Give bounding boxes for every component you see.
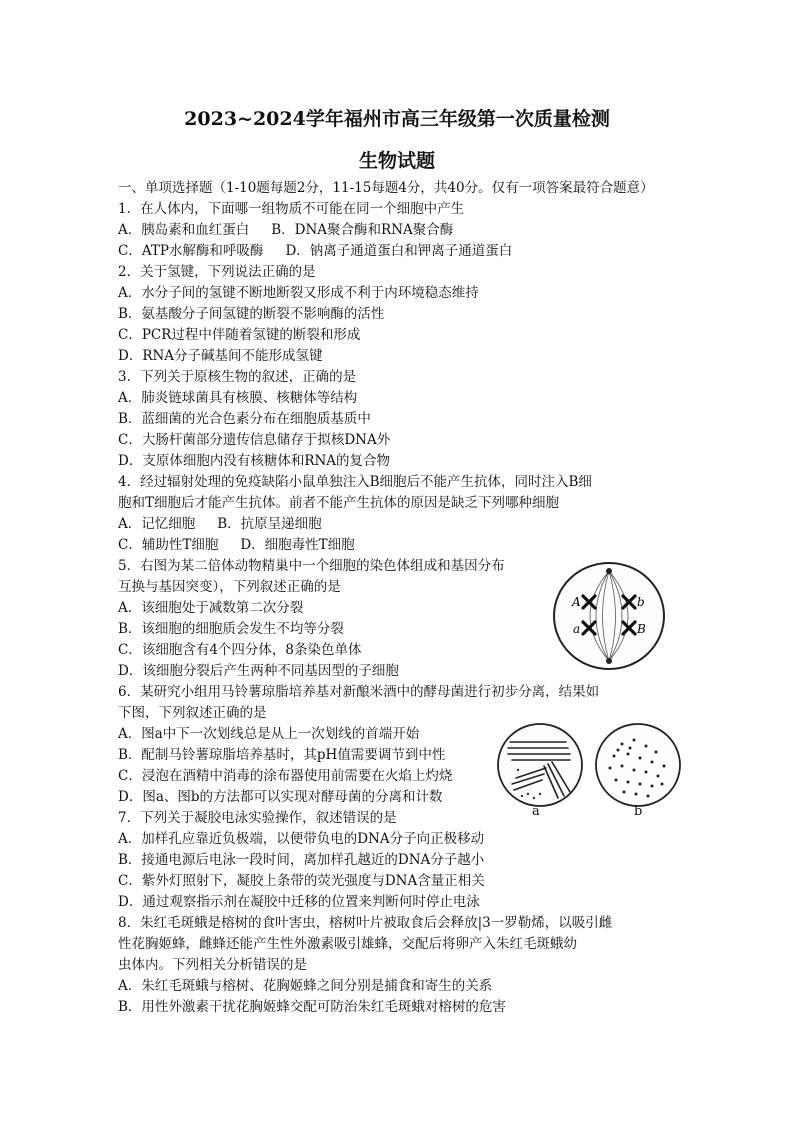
question-8-line2: 性花胸姬蜂，雌蜂还能产生性外激素吸引雄蜂，交配后将卵产入朱红毛斑蛾幼: [118, 936, 577, 952]
q1-options-row1: [118, 220, 453, 240]
q8-option-a: A．朱红毛斑蛾与榕树、花胸姬蜂之间分别是捕食和寄生的关系: [118, 978, 493, 994]
spread-plate-figure: [594, 722, 682, 808]
question-6-line2: 下图，下列叙述正确的是: [118, 705, 267, 721]
q2-option-d: D．RNA分子碱基间不能形成氢键: [118, 348, 323, 364]
q4-option-a: A．记忆细胞: [118, 516, 196, 532]
question-4-line1: 4．经过辐射处理的免疫缺陷小鼠单独注入B细胞后不能产生抗体，同时注入B细: [118, 474, 592, 490]
question-7: 7．下列关于凝胶电泳实验操作，叙述错误的是: [118, 810, 397, 826]
q4-options-row2: [118, 535, 355, 555]
petri-dish-b: [596, 724, 680, 806]
q2-option-c: C．PCR过程中伴随着氢键的断裂和形成: [118, 327, 361, 343]
q6-option-b: B．配制马铃薯琼脂培养基时，其pH值需要调节到中性: [118, 747, 446, 763]
q7-option-c: C．紫外灯照射下，凝胶上条带的荧光强度与DNA含量正相关: [118, 873, 485, 889]
q5-option-b: B．该细胞的细胞质会发生不均等分裂: [118, 621, 344, 637]
question-5-line1: 5．右图为某二倍体动物精巢中一个细胞的染色体组成和基因分布: [118, 558, 505, 574]
cell-membrane: [554, 563, 664, 669]
q2-option-a: A．水分子间的氢键不断地断裂又形成不利于内环境稳态维持: [118, 285, 479, 301]
streak-plate-figure: [496, 722, 584, 808]
question-6-line1: 6．某研究小组用马铃薯琼脂培养基对新酿米酒中的酵母菌进行初步分离，结果如: [118, 684, 600, 700]
question-8-line1: 8．朱红毛斑蛾是榕树的食叶害虫，榕树叶片被取食后会释放|3一罗勒烯，以吸引雌: [118, 915, 613, 931]
page-subtitle: 生物试题: [358, 150, 435, 172]
question-2: 2．关于氢键，下列说法正确的是: [118, 264, 316, 280]
gene-label-b: b: [637, 595, 645, 609]
q8-option-b: B．用性外激素干扰花胸姬蜂交配可防治朱红毛斑蛾对榕树的危害: [118, 999, 506, 1015]
question-1: 1．在人体内，下面哪一组物质不可能在同一个细胞中产生: [118, 201, 465, 217]
centrosome-top: [606, 568, 612, 574]
q1-options-row2: [118, 241, 512, 261]
q7-option-a: A．加样孔应靠近负极端，以便带负电的DNA分子向正极移动: [118, 831, 485, 847]
question-4-line2: 胞和T细胞后才能产生抗体。前者不能产生抗体的原因是缺乏下列哪种细胞: [118, 495, 560, 511]
q1-option-c: C．ATP水解酶和呼吸酶: [118, 243, 264, 259]
gene-label-B: B: [637, 622, 646, 636]
centrosome-bottom: [606, 658, 612, 664]
q5-option-c: C．该细胞含有4个四分体，8条染色单体: [118, 642, 362, 658]
figure-label-b: b: [634, 804, 643, 819]
q3-option-d: D．支原体细胞内没有核糖体和RNA的复合物: [118, 453, 391, 469]
gene-label-A: A: [572, 595, 581, 609]
q5-option-d: D．该细胞分裂后产生两种不同基因型的子细胞: [118, 663, 399, 679]
q3-option-c: C．大肠杆菌部分遗传信息储存于拟核DNA外: [118, 432, 391, 448]
gene-label-a: a: [573, 622, 581, 636]
question-5-line2: 互换与基因突变），下列叙述正确的是: [118, 579, 341, 595]
q1-option-a: A．胰岛素和血红蛋白: [118, 222, 250, 238]
q7-option-b: B．接通电源后电泳一段时间，离加样孔越近的DNA分子越小: [118, 852, 485, 868]
q2-option-b: B．氨基酸分子间氢键的断裂不影响酶的活性: [118, 306, 385, 322]
q7-option-d: D．通过观察指示剂在凝胶中迁移的位置来判断何时停止电泳: [118, 894, 480, 910]
page-title: 2023~2024学年福州市高三年级第一次质量检测: [184, 108, 610, 130]
q1-option-b: B．DNA聚合酶和RNA聚合酶: [271, 222, 454, 238]
cell-division-figure: [551, 560, 667, 672]
question-8-line3: 虫体内。下列相关分析错误的是: [118, 957, 307, 973]
q4-option-d: D．细胞毒性T细胞: [240, 537, 355, 553]
q6-option-c: C．浸泡在酒精中消毒的涂布器使用前需要在火焰上灼烧: [118, 768, 453, 784]
question-3: 3．下列关于原核生物的叙述，正确的是: [118, 369, 357, 385]
q5-option-a: A．该细胞处于减数第二次分裂: [118, 600, 304, 616]
figure-label-a: a: [532, 804, 540, 819]
q6-option-d: D．图a、图b的方法都可以实现对酵母菌的分离和计数: [118, 789, 443, 805]
section-heading: 一、单项选择题（1-10题每题2分，11-15每题4分，共40分。仅有一项答案最符合题意）: [118, 180, 654, 196]
q3-option-b: B．蓝细菌的光合色素分布在细胞质基质中: [118, 411, 371, 427]
q6-option-a: A．图a中下一次划线总是从上一次划线的首端开始: [118, 726, 420, 742]
q1-option-d: D．钠离子通道蛋白和钾离子通道蛋白: [285, 243, 513, 259]
q4-option-c: C．辅助性T细胞: [118, 537, 219, 553]
q4-option-b: B．抗原呈递细胞: [217, 516, 322, 532]
q4-options-row1: [118, 514, 322, 534]
q3-option-a: A．肺炎链球菌具有核膜、核糖体等结构: [118, 390, 358, 406]
